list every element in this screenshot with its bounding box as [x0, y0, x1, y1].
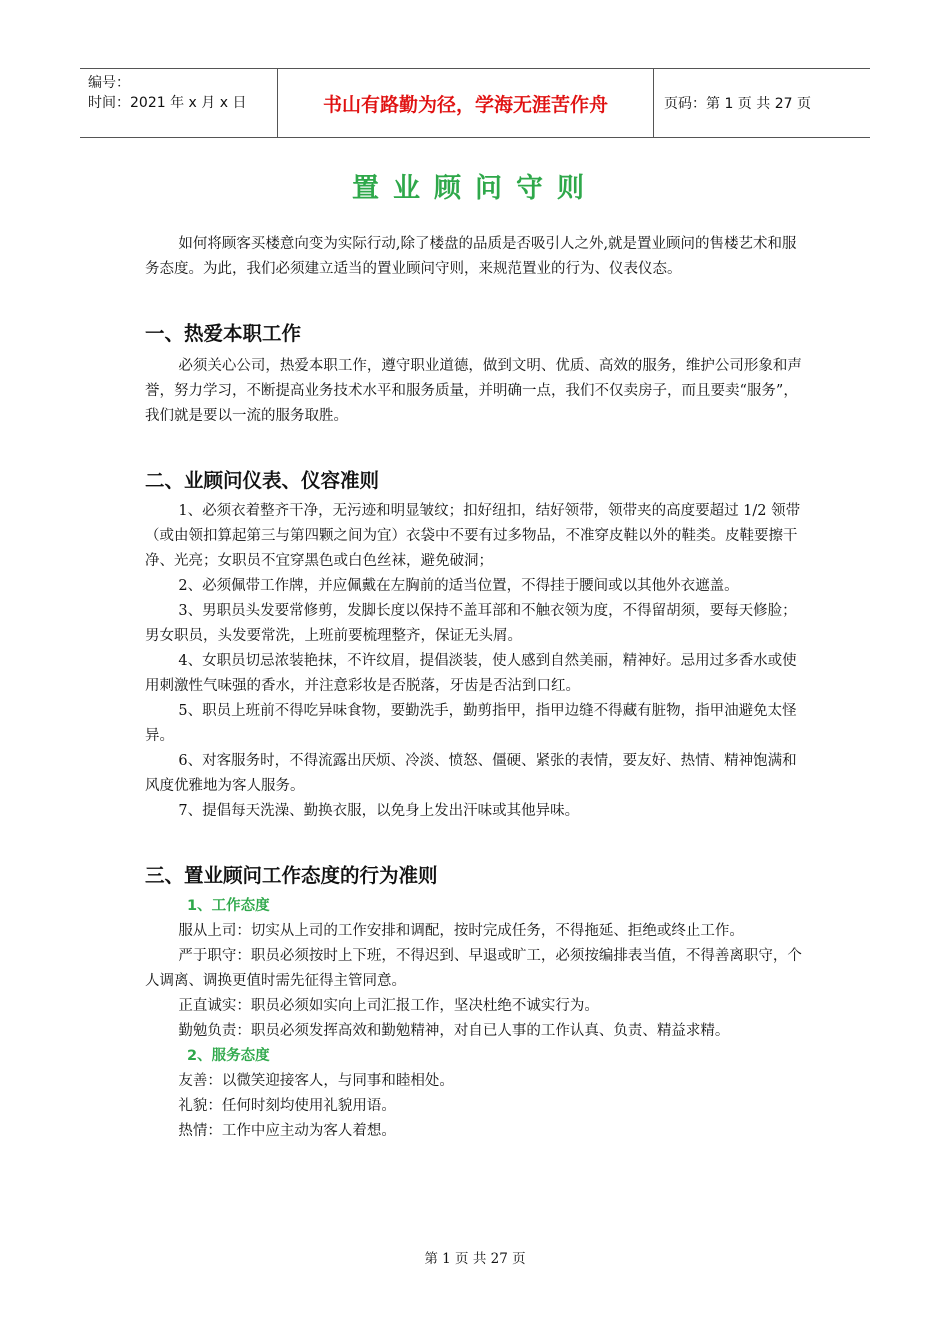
list-item: 5、职员上班前不得吃异味食物，要勤洗手，勤剪指甲，指甲边缝不得藏有脏物，指甲油避免太怪异。: [145, 703, 797, 744]
time-label: 时间：2021 年 x 月 x 日: [88, 95, 247, 111]
list-item: 6、对客服务时，不得流露出厌烦、冷淡、愤怒、僵硬、紧张的表情，要友好、热情、精神饱满和风度优雅地为客人服务。: [145, 753, 797, 794]
motto: 书山有路勤为径，学海无涯苦作舟: [322, 93, 608, 116]
page-code: 页码：第 1 页 共 27 页: [664, 96, 811, 112]
list-item: 友善：以微笑迎接客人，与同事和睦相处。: [178, 1073, 454, 1089]
list-item: 严于职守：职员必须按时上下班，不得迟到、早退或旷工，必须按编排表当值，不得善离职守，个人调离、调换更值时需先征得主管同意。: [145, 948, 802, 989]
number-label: 编号：: [88, 75, 130, 91]
section-heading-1: 一、热爱本职工作: [145, 322, 302, 345]
list-item: 勤勉负责：职员必须发挥高效和勤勉精神，对自已人事的工作认真、负责、精益求精。: [178, 1023, 730, 1039]
list-item: 4、女职员切忌浓装艳抹，不许纹眉，提倡淡装，使人感到自然美丽，精神好。忌用过多香水或使用刺激性气味强的香水，并注意彩妆是否脱落，牙齿是否沾到口红。: [145, 653, 797, 694]
section2-list: [145, 499, 807, 824]
intro-paragraph: 如何将顾客买楼意向变为实际行动,除了楼盘的品质是否吸引人之外,就是置业顾问的售楼艺术和服务态度。为此，我们必须建立适当的置业顾问守则，来规范置业的行为、仪表仪态。: [145, 236, 797, 277]
list-item: 礼貌：任何时刻均使用礼貌用语。: [178, 1098, 396, 1114]
list-item: 服从上司：切实从上司的工作安排和调配，按时完成任务，不得拖延、拒绝或终止工作。: [178, 923, 744, 939]
list-item: 正直诚实：职员必须如实向上司汇报工作，坚决杜绝不诚实行为。: [178, 998, 599, 1014]
header-motto-cell: [278, 69, 654, 137]
list-item: 2、必须佩带工作牌，并应佩戴在左胸前的适当位置，不得挂于腰间或以其他外衣遮盖。: [178, 578, 739, 594]
section-heading-2: 二、业顾问仪表、仪容准则: [145, 469, 380, 492]
document-body: [145, 232, 807, 1144]
list-item: 3、男职员头发要常修剪，发脚长度以保持不盖耳部和不触衣领为度，不得留胡须，要每天修脸；男女职员，头发要常洗，上班前要梳理整齐，保证无头屑。: [145, 603, 797, 644]
section1-paragraph: 必须关心公司，热爱本职工作，遵守职业道德，做到文明、优质、高效的服务，维护公司形象和声誉，努力学习，不断提高业务技术水平和服务质量，并明确一点，我们不仅卖房子，而且要卖“服务”，我们就是要以一流的服务取胜。: [145, 358, 802, 424]
header-meta: [80, 69, 278, 137]
subsection-heading-service-attitude: 2、服务态度: [187, 1048, 270, 1064]
document-title: 置业顾问守则: [352, 173, 598, 204]
page-footer: 第 1 页 共 27 页: [424, 1251, 526, 1267]
list-item: 1、必须衣着整齐干净，无污迹和明显皱纹；扣好纽扣，结好领带，领带夹的高度要超过 1/2 领带（或由领扣算起第三与第四颗之间为宜）衣袋中不要有过多物品，不准穿皮鞋以外的鞋类。皮鞋要擦干净、光亮；女职员不宜穿黑色或白色丝袜，避免破洞；: [145, 503, 801, 569]
section-heading-3: 三、置业顾问工作态度的行为准则: [145, 864, 438, 887]
list-item: 热情：工作中应主动为客人着想。: [178, 1123, 396, 1139]
list-item: 7、提倡每天洗澡、勤换衣服，以免身上发出汗味或其他异味。: [178, 803, 580, 819]
subsection-heading-work-attitude: 1、工作态度: [187, 898, 270, 914]
header-table: [80, 68, 870, 138]
header-page-cell: [654, 69, 870, 137]
